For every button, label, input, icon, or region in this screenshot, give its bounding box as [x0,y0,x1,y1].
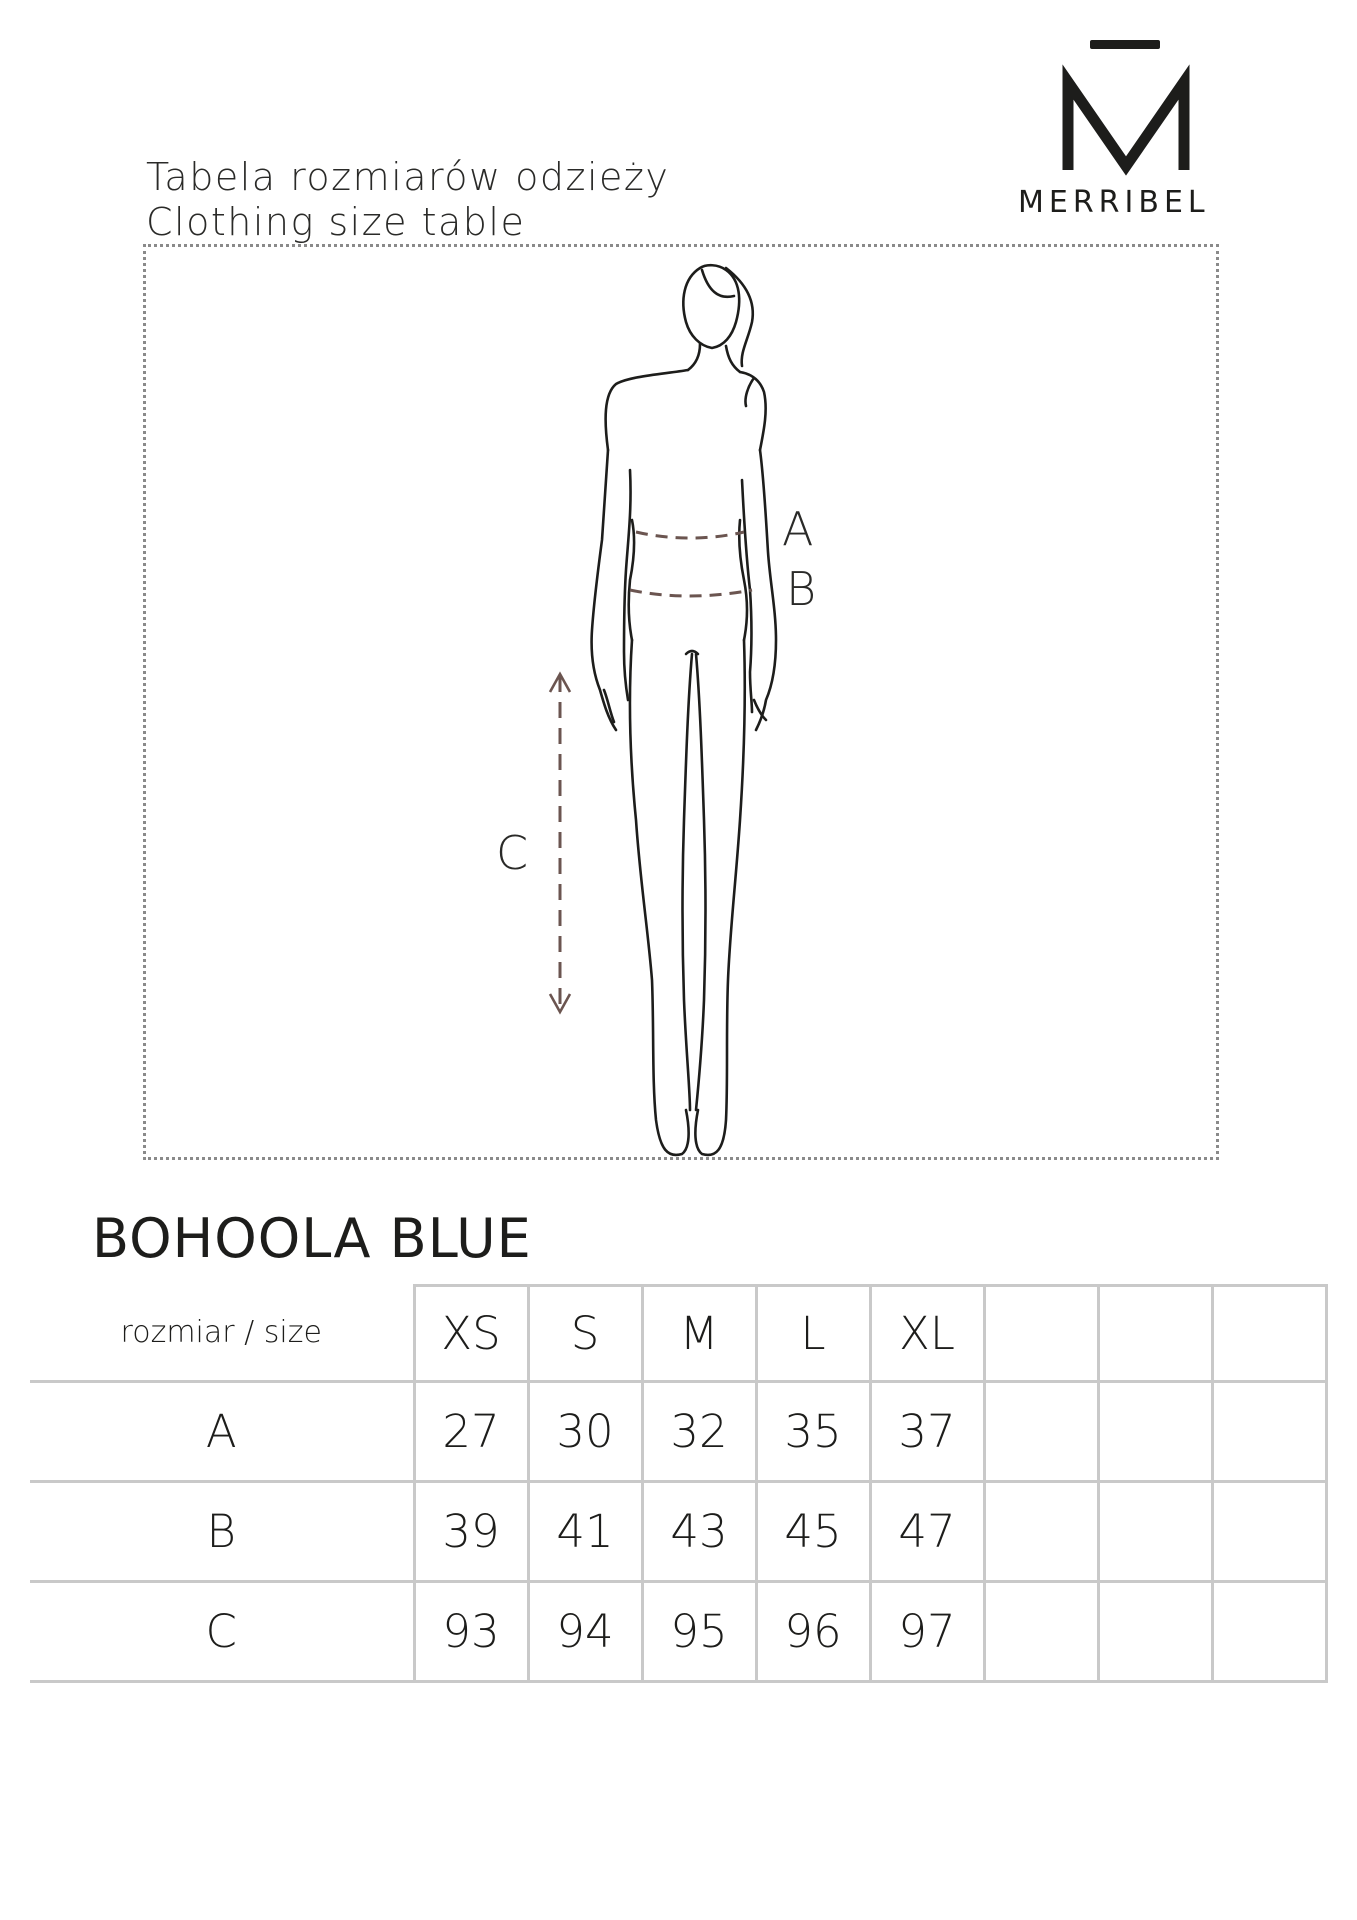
table-cell: 94 [528,1582,642,1682]
table-cell [984,1482,1098,1582]
row-label: A [30,1382,414,1482]
table-cell: 95 [642,1582,756,1682]
size-header: M [642,1286,756,1382]
measure-label-b: B [786,562,817,616]
table-cell: 47 [870,1482,984,1582]
table-cell [1098,1482,1212,1582]
table-cell: 96 [756,1582,870,1682]
table-cell: 41 [528,1482,642,1582]
brand-name: MERRIBEL [1018,185,1210,220]
measure-label-a: A [782,502,814,556]
table-cell: 27 [414,1382,528,1482]
table-row [30,1482,1326,1582]
table-cell [1212,1382,1326,1482]
table-header-row [30,1286,1326,1382]
product-name: BOHOOLA BLUE [92,1207,532,1270]
table-cell: 39 [414,1482,528,1582]
heading-polish: Tabela rozmiarów odzieży [146,155,670,199]
size-header: XL [870,1286,984,1382]
table-cell: 35 [756,1382,870,1482]
size-header: S [528,1286,642,1382]
table-cell [1212,1482,1326,1582]
table-row [30,1382,1326,1482]
table-cell: 37 [870,1382,984,1482]
table-cell [1098,1382,1212,1482]
table-cell [984,1382,1098,1482]
table-cell [1098,1582,1212,1682]
table-cell: 97 [870,1582,984,1682]
table-row [30,1582,1326,1682]
table-cell: 45 [756,1482,870,1582]
size-header: L [756,1286,870,1382]
table-cell: 43 [642,1482,756,1582]
table-cell [984,1582,1098,1682]
size-header [984,1286,1098,1382]
size-header [1212,1286,1326,1382]
row-label: B [30,1482,414,1582]
heading-english: Clothing size table [146,200,526,244]
table-cell: 30 [528,1382,642,1482]
size-header [1098,1286,1212,1382]
size-table [30,1284,1328,1683]
header-label: rozmiar / size [30,1286,414,1382]
table-cell: 32 [642,1382,756,1482]
row-label: C [30,1582,414,1682]
table-cell: 93 [414,1582,528,1682]
measure-label-c: C [496,826,529,880]
size-header: XS [414,1286,528,1382]
table-cell [1212,1582,1326,1682]
